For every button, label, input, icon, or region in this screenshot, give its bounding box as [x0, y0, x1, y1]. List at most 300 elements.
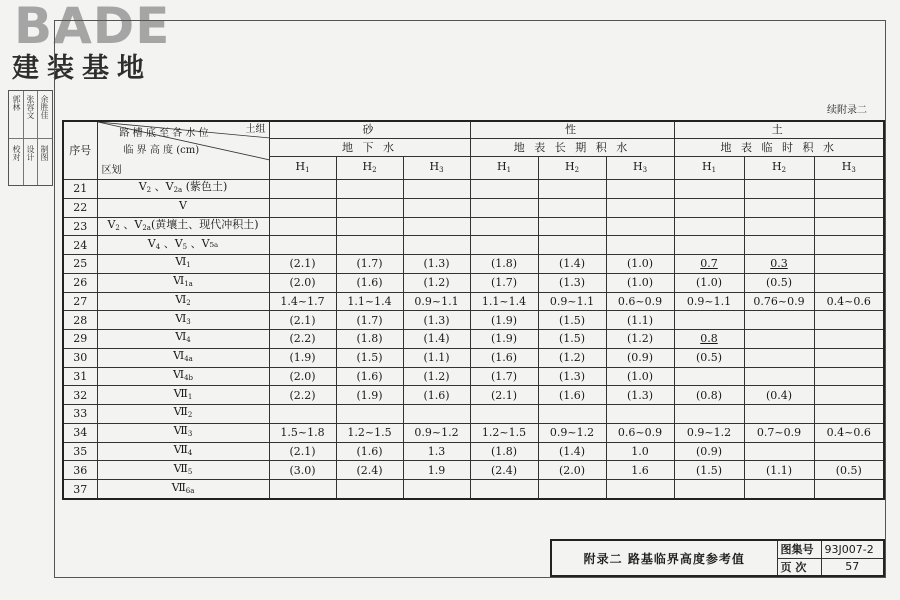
value-cell: 1.2~1.5 — [336, 423, 403, 442]
table-row — [63, 367, 884, 386]
value-cell: (0.5) — [674, 348, 744, 367]
sub-groundwater: 地 下 水 — [269, 138, 470, 156]
logo-subtitle: 建装基地 — [12, 53, 152, 84]
value-cell — [814, 405, 884, 424]
zone-part: Ⅵ — [175, 292, 187, 306]
col-header-sub: 1 — [305, 165, 310, 174]
table-row — [63, 480, 884, 500]
col-header-main: H — [841, 159, 852, 173]
role-checker: 校对 — [12, 145, 21, 161]
zone-part: Ⅵ — [172, 367, 185, 381]
zone-cell — [97, 367, 269, 386]
value-cell: (1.3) — [538, 273, 606, 292]
zone-part: Ⅵ — [175, 311, 187, 325]
group-sand: 砂 — [269, 121, 470, 138]
value-cell: (1.5) — [538, 330, 606, 349]
value-cell — [538, 180, 606, 199]
value-cell — [403, 236, 470, 255]
zone-part: 2a — [173, 186, 183, 195]
zone-part: 、V₅ₐ — [187, 236, 219, 250]
diag-label-1: 路 槽 底 至 各 水 位 — [119, 128, 209, 139]
col-header-main: H — [496, 159, 507, 173]
value-cell: (2.1) — [470, 386, 538, 405]
value-cell — [336, 180, 403, 199]
sub-temporary-water: 地 表 临 时 积 水 — [674, 138, 884, 156]
table-row — [63, 198, 884, 217]
value-cell: (0.9) — [674, 442, 744, 461]
zone-cell — [97, 311, 269, 330]
value-cell — [470, 236, 538, 255]
group-soil: 土 — [674, 121, 884, 138]
col-header-sub: 2 — [781, 165, 787, 174]
table-row — [63, 348, 884, 367]
drawing-title: 附录二 路基临界高度参考值 — [551, 540, 777, 576]
value-cell — [814, 367, 884, 386]
value-cell: (1.1) — [606, 311, 674, 330]
value-cell: 1.0 — [606, 442, 674, 461]
value-cell — [814, 348, 884, 367]
value-cell: 1.1~1.4 — [336, 292, 403, 311]
value-cell — [744, 367, 814, 386]
value-cell: 1.2~1.5 — [470, 423, 538, 442]
value-cell: 0.9~1.1 — [674, 292, 744, 311]
zone-cell — [97, 348, 269, 367]
row-number: 26 — [63, 273, 97, 292]
value-cell: 0.8 — [674, 330, 744, 349]
value-cell — [269, 405, 336, 424]
zone-part: Ⅵ — [173, 349, 185, 363]
zone-cell — [97, 480, 269, 500]
zone-part: 6a — [185, 486, 195, 495]
role-drafter: 制图 — [40, 145, 49, 161]
value-cell: (1.5) — [674, 461, 744, 480]
row-number: 29 — [63, 330, 97, 349]
value-cell: 1.6 — [606, 461, 674, 480]
row-number: 31 — [63, 367, 97, 386]
zone-part: 1 — [187, 392, 193, 401]
zone-cell — [97, 330, 269, 349]
value-cell — [744, 330, 814, 349]
value-cell — [336, 236, 403, 255]
value-cell: (1.6) — [336, 442, 403, 461]
col-header-sub: 1 — [506, 165, 512, 174]
table-row — [63, 405, 884, 424]
col-header-2 — [403, 157, 470, 180]
value-cell: (1.5) — [336, 348, 403, 367]
value-cell — [814, 255, 884, 274]
value-cell: (1.0) — [606, 255, 674, 274]
col-header-main: H — [429, 159, 440, 173]
diagonal-header — [97, 121, 269, 180]
value-cell: (1.9) — [470, 330, 538, 349]
col-header-main: H — [771, 159, 782, 173]
value-cell — [744, 180, 814, 199]
value-cell — [814, 236, 884, 255]
zone-part: Ⅶ — [173, 386, 188, 400]
zone-part: 2a — [142, 223, 151, 232]
row-number: 33 — [63, 405, 97, 424]
value-cell: (1.3) — [403, 255, 470, 274]
value-cell — [814, 273, 884, 292]
value-cell — [538, 480, 606, 500]
row-number: 22 — [63, 198, 97, 217]
zone-cell — [97, 198, 269, 217]
zone-part: 2 — [187, 411, 193, 420]
col-header-main: H — [295, 159, 306, 173]
value-cell: (2.1) — [269, 311, 336, 330]
value-cell: (2.1) — [269, 255, 336, 274]
zone-part: Ⅵ — [175, 330, 187, 344]
value-cell — [538, 405, 606, 424]
table-row — [63, 255, 884, 274]
value-cell: (2.4) — [470, 461, 538, 480]
continuation-label: 续附录二 — [827, 105, 867, 116]
value-cell — [744, 405, 814, 424]
value-cell — [606, 480, 674, 500]
page-label: 页 次 — [777, 558, 821, 576]
zone-part: 2 — [146, 186, 152, 195]
zone-part: Ⅵ — [175, 255, 187, 269]
row-number: 30 — [63, 348, 97, 367]
value-cell: (1.6) — [403, 386, 470, 405]
row-number: 25 — [63, 255, 97, 274]
value-cell: (1.7) — [470, 273, 538, 292]
zone-part: 1a — [184, 280, 193, 289]
value-cell: (0.5) — [744, 273, 814, 292]
value-cell — [403, 405, 470, 424]
value-cell — [403, 217, 470, 236]
value-cell — [814, 386, 884, 405]
diag-zone: 区划 — [101, 165, 122, 176]
value-cell: 0.6~0.9 — [606, 423, 674, 442]
value-cell: (0.5) — [814, 461, 884, 480]
value-cell — [814, 330, 884, 349]
value-cell — [744, 198, 814, 217]
zone-cell — [97, 236, 269, 255]
value-cell: 0.9~1.2 — [403, 423, 470, 442]
value-cell: (1.2) — [606, 330, 674, 349]
group-nature: 性 — [470, 121, 674, 138]
zone-cell — [97, 217, 269, 236]
value-cell: (1.8) — [470, 255, 538, 274]
value-cell: 0.9~1.2 — [674, 423, 744, 442]
value-cell: (1.9) — [336, 386, 403, 405]
table-row — [63, 236, 884, 255]
row-number: 28 — [63, 311, 97, 330]
zone-part: 5 — [187, 467, 193, 476]
value-cell — [606, 217, 674, 236]
zone-part: Ⅵ — [173, 274, 185, 288]
value-cell — [403, 198, 470, 217]
table-row — [63, 180, 884, 199]
zone-part: 、V — [160, 236, 183, 250]
zone-part: V — [147, 236, 156, 250]
col-header-sub: 1 — [711, 165, 717, 174]
table-row — [63, 461, 884, 480]
zone-part: V — [138, 180, 147, 194]
value-cell — [744, 442, 814, 461]
value-cell: (3.0) — [269, 461, 336, 480]
zone-part: Ⅶ — [173, 461, 188, 475]
diag-soil-group: 土组 — [245, 124, 266, 135]
value-cell: 0.76~0.9 — [744, 292, 814, 311]
zone-part: Ⅶ — [171, 480, 186, 494]
value-cell — [606, 180, 674, 199]
value-cell: 0.7 — [674, 255, 744, 274]
value-cell: (1.7) — [336, 311, 403, 330]
value-cell: (1.1) — [744, 461, 814, 480]
value-cell — [674, 311, 744, 330]
zone-cell — [97, 292, 269, 311]
row-number: 36 — [63, 461, 97, 480]
value-cell — [814, 180, 884, 199]
col-header-main: H — [632, 159, 643, 173]
value-cell — [336, 217, 403, 236]
col-header-sub: 2 — [574, 165, 580, 174]
zone-part: 、V — [151, 180, 174, 194]
zone-part: 5 — [182, 242, 188, 251]
value-cell: (2.1) — [269, 442, 336, 461]
row-number: 32 — [63, 386, 97, 405]
value-cell: (1.0) — [674, 273, 744, 292]
col-header-4 — [538, 157, 606, 180]
sign-3: 余胜佳 — [40, 95, 49, 119]
title-block — [550, 539, 885, 577]
value-cell: (1.8) — [470, 442, 538, 461]
value-cell: 0.4~0.6 — [814, 292, 884, 311]
value-cell — [674, 405, 744, 424]
zone-cell — [97, 273, 269, 292]
value-cell — [674, 217, 744, 236]
row-number: 37 — [63, 480, 97, 500]
zone-part: 3 — [187, 430, 193, 439]
value-cell — [674, 367, 744, 386]
value-cell — [470, 480, 538, 500]
value-cell — [744, 348, 814, 367]
value-cell: 0.9~1.2 — [538, 423, 606, 442]
row-number: 23 — [63, 217, 97, 236]
role-designer: 设计 — [26, 145, 35, 161]
col-header-8 — [814, 157, 884, 180]
zone-cell — [97, 386, 269, 405]
value-cell: (1.2) — [538, 348, 606, 367]
col-header-7 — [744, 157, 814, 180]
value-cell: 0.6~0.9 — [606, 292, 674, 311]
sign-1: 郭林 — [12, 95, 21, 111]
table-row — [63, 330, 884, 349]
value-cell — [403, 480, 470, 500]
value-cell — [403, 180, 470, 199]
col-header-6 — [674, 157, 744, 180]
value-cell — [814, 442, 884, 461]
value-cell: (1.4) — [538, 442, 606, 461]
value-cell — [470, 198, 538, 217]
value-cell — [470, 217, 538, 236]
zone-part: V — [107, 217, 116, 231]
value-cell — [538, 198, 606, 217]
value-cell — [269, 480, 336, 500]
value-cell: (1.3) — [403, 311, 470, 330]
page-number: 57 — [821, 558, 884, 576]
value-cell — [538, 236, 606, 255]
zone-part: 2 — [115, 223, 120, 232]
value-cell — [269, 180, 336, 199]
value-cell — [336, 198, 403, 217]
zone-part: 4 — [186, 336, 191, 345]
value-cell — [269, 198, 336, 217]
value-cell — [814, 217, 884, 236]
zone-cell — [97, 405, 269, 424]
value-cell — [814, 480, 884, 500]
table-row — [63, 386, 884, 405]
zone-part: 4 — [155, 242, 161, 251]
table-row — [63, 423, 884, 442]
zone-part: (紫色土) — [182, 180, 228, 194]
zone-cell — [97, 423, 269, 442]
value-cell: (1.6) — [470, 348, 538, 367]
sign-2: 张容文 — [26, 95, 35, 119]
value-cell: (1.2) — [403, 367, 470, 386]
value-cell — [674, 480, 744, 500]
value-cell: (0.9) — [606, 348, 674, 367]
diag-label-2: 临 界 高 度 (cm) — [123, 145, 200, 156]
col-header-main: H — [564, 159, 575, 173]
value-cell — [269, 236, 336, 255]
value-cell — [470, 180, 538, 199]
value-cell: (1.3) — [538, 367, 606, 386]
col-header-sub: 3 — [642, 165, 648, 174]
value-cell: 1.4~1.7 — [269, 292, 336, 311]
value-cell — [336, 480, 403, 500]
value-cell: (1.0) — [606, 367, 674, 386]
col-header-main: H — [362, 159, 373, 173]
value-cell: (1.1) — [403, 348, 470, 367]
zone-part: 、V — [119, 217, 143, 231]
value-cell — [744, 480, 814, 500]
value-cell — [674, 180, 744, 199]
value-cell — [336, 405, 403, 424]
col-header-3 — [470, 157, 538, 180]
value-cell: 1.1~1.4 — [470, 292, 538, 311]
value-cell: (1.4) — [403, 330, 470, 349]
zone-part: Ⅶ — [173, 405, 188, 419]
value-cell: (1.6) — [336, 367, 403, 386]
value-cell: 1.3 — [403, 442, 470, 461]
value-cell: (2.0) — [269, 273, 336, 292]
zone-part: 4b — [184, 373, 193, 382]
value-cell: (1.8) — [336, 330, 403, 349]
logo-brand: BADE — [14, 0, 171, 55]
value-cell: (1.2) — [403, 273, 470, 292]
value-cell — [470, 405, 538, 424]
row-number: 34 — [63, 423, 97, 442]
col-header-1 — [336, 157, 403, 180]
zone-part: 1 — [186, 261, 191, 270]
zone-part: 2 — [186, 298, 191, 307]
col-header-5 — [606, 157, 674, 180]
zone-part: V — [179, 199, 187, 213]
table-row — [63, 217, 884, 236]
zone-cell — [97, 255, 269, 274]
value-cell: (1.9) — [269, 348, 336, 367]
value-cell: (2.0) — [538, 461, 606, 480]
signature-strip — [8, 90, 53, 186]
value-cell — [814, 198, 884, 217]
value-cell — [606, 405, 674, 424]
value-cell — [814, 311, 884, 330]
value-cell: 1.9 — [403, 461, 470, 480]
value-cell: (1.6) — [538, 386, 606, 405]
value-cell — [744, 311, 814, 330]
value-cell: (1.5) — [538, 311, 606, 330]
value-cell: 0.9~1.1 — [538, 292, 606, 311]
value-cell: 0.3 — [744, 255, 814, 274]
value-cell — [606, 236, 674, 255]
col-header-main: H — [701, 159, 712, 173]
value-cell: (1.0) — [606, 273, 674, 292]
col-header-sub: 3 — [439, 165, 444, 174]
zone-part: 4a — [184, 355, 193, 364]
value-cell: (2.4) — [336, 461, 403, 480]
atlas-number: 93J007-2 — [821, 540, 884, 558]
row-number: 35 — [63, 442, 97, 461]
value-cell: 0.9~1.1 — [403, 292, 470, 311]
table-row — [63, 442, 884, 461]
col-header-0 — [269, 157, 336, 180]
zone-cell — [97, 442, 269, 461]
value-cell — [269, 217, 336, 236]
zone-part: Ⅶ — [173, 424, 188, 438]
col-header-sub: 2 — [372, 165, 377, 174]
value-cell: 1.5~1.8 — [269, 423, 336, 442]
value-cell: (2.2) — [269, 330, 336, 349]
row-number: 21 — [63, 180, 97, 199]
zone-cell — [97, 180, 269, 199]
value-cell — [744, 236, 814, 255]
row-number: 27 — [63, 292, 97, 311]
value-cell: (1.6) — [336, 273, 403, 292]
value-cell: 0.7~0.9 — [744, 423, 814, 442]
zone-part: Ⅶ — [173, 442, 188, 456]
row-number: 24 — [63, 236, 97, 255]
value-cell — [674, 198, 744, 217]
zone-part: 4 — [187, 448, 193, 457]
value-cell: (2.2) — [269, 386, 336, 405]
seq-header: 序号 — [63, 121, 97, 180]
value-cell — [744, 217, 814, 236]
value-cell: 0.4~0.6 — [814, 423, 884, 442]
value-cell: (1.4) — [538, 255, 606, 274]
value-cell: (1.7) — [336, 255, 403, 274]
value-cell — [538, 217, 606, 236]
value-cell — [606, 198, 674, 217]
atlas-label: 图集号 — [777, 540, 821, 558]
value-cell: (0.4) — [744, 386, 814, 405]
zone-part: (黄壤土、现代冲积土) — [150, 217, 259, 231]
value-cell: (0.8) — [674, 386, 744, 405]
value-cell: (1.3) — [606, 386, 674, 405]
table-row — [63, 292, 884, 311]
col-header-sub: 3 — [851, 165, 856, 174]
sub-long-term-water: 地 表 长 期 积 水 — [470, 138, 674, 156]
critical-height-table — [62, 120, 885, 500]
value-cell: (1.9) — [470, 311, 538, 330]
table-row — [63, 273, 884, 292]
zone-part: 3 — [186, 317, 191, 326]
value-cell: (1.7) — [470, 367, 538, 386]
table-row — [63, 311, 884, 330]
value-cell: (2.0) — [269, 367, 336, 386]
